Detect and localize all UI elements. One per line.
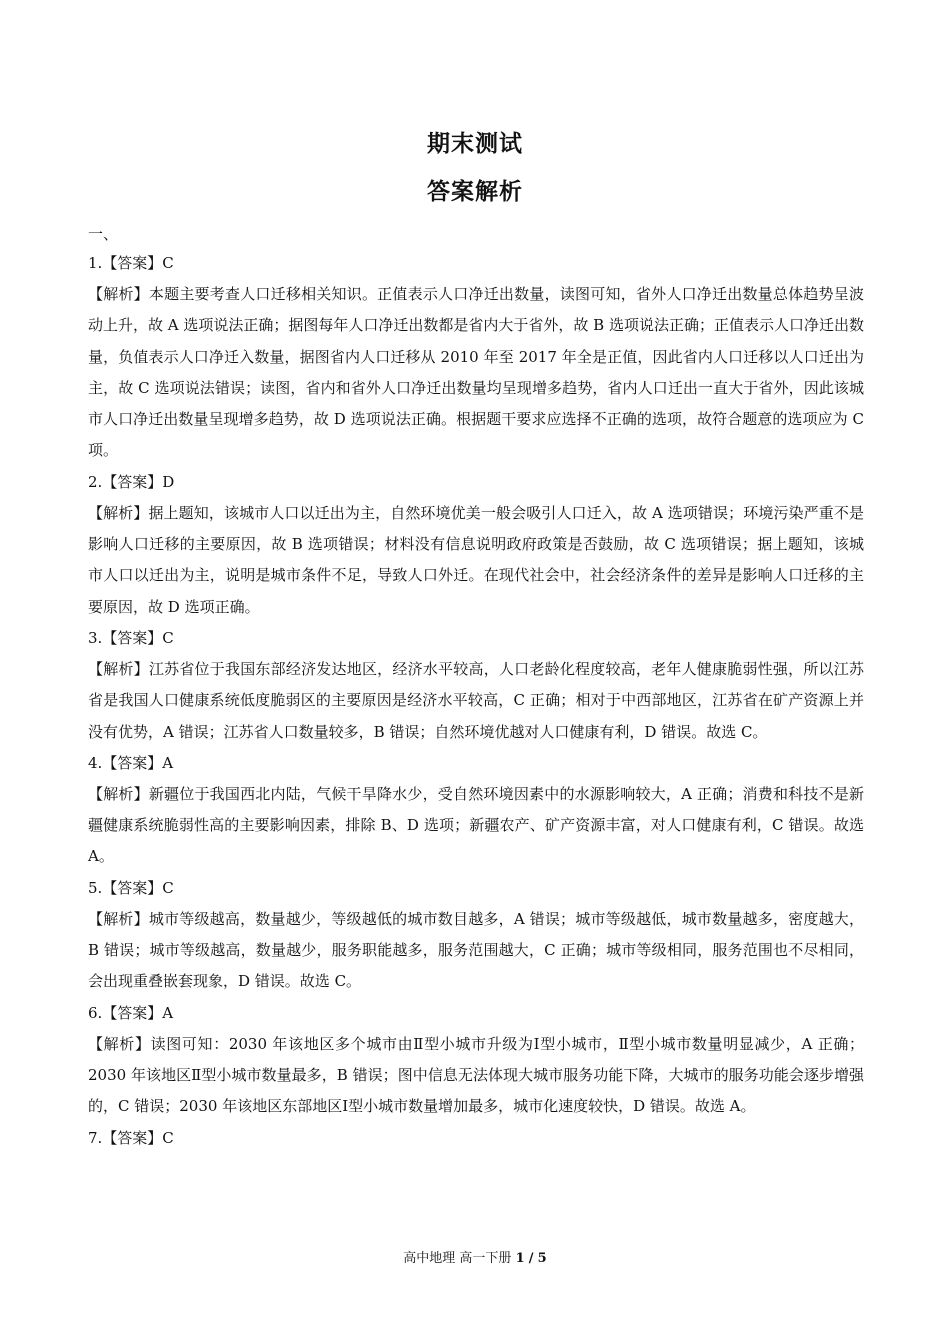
explanation-paragraph: 【解析】江苏省位于我国东部经济发达地区，经济水平较高，人口老龄化程度较高，老年人健康脆弱性强，所以江苏省是我国人口健康系统低度脆弱区的主要原因是经济水平较高，C 正确；相对于中西部地区，江苏省在矿产资源上并没有优势，A 错误；江苏省人口数量较多，B 错误；自然环境优越对人口健康有利，D 错误。故选 C。 <box>88 659 864 741</box>
explanation-paragraph: 【解析】本题主要考查人口迁移相关知识。正值表示人口净迁出数量，读图可知，省外人口净迁出数量总体趋势呈波动上升，故 A 选项说法正确；据图每年人口净迁出数都是省内大于省外，故 B 选项说法正确；正值表示人口净迁出数量，负值表示人口净迁入数量，据图省内人口迁移从 2010 年至 2017 年全是正值，因此省内人口迁移以人口迁出为主，故 C 选项说法错误；读图，省内和省外人口净迁出数量均呈现增多趋势，省内人口迁出一直大于省外，因此该城市人口净迁出数量呈现增多趋势，故 D 选项说法正确。根据题干要求应选择不正确的选项，故符合题意的选项应为 C 项。 <box>88 285 864 460</box>
answer-line: 2.【答案】D <box>88 472 175 491</box>
explanation-paragraph: 【解析】新疆位于我国西北内陆，气候干旱降水少，受自然环境因素中的水源影响较大，A 正确；消费和科技不是新疆健康系统脆弱性高的主要影响因素，排除 B、D 选项；新疆农产、矿产资源丰富，对人口健康有利，C 错误。故选 A。 <box>88 784 864 866</box>
question-item-3 <box>88 623 864 748</box>
footer-page-total: 5 <box>537 1251 547 1266</box>
question-item-7 <box>88 1123 864 1154</box>
page-title: 期末测试 <box>427 131 523 157</box>
answer-content <box>88 220 864 1154</box>
answer-line: 6.【答案】A <box>88 1003 174 1022</box>
footer-separator: / <box>528 1251 534 1266</box>
question-item-4 <box>88 748 864 873</box>
question-item-5 <box>88 873 864 998</box>
answer-line: 4.【答案】A <box>88 753 174 772</box>
question-item-1 <box>88 248 864 467</box>
explanation-paragraph: 【解析】据上题知，该城市人口以迁出为主，自然环境优美一般会吸引人口迁入，故 A 选项错误；环境污染严重不是影响人口迁移的主要原因，故 B 选项错误；材料没有信息说明政府政策是否鼓励，故 C 选项错误；据上题知，该城市人口以迁出为主，说明是城市条件不足，导致人口外迁。在现代社会中，社会经济条件的差异是影响人口迁移的主要原因，故 D 选项正确。 <box>88 503 864 616</box>
answer-line: 1.【答案】C <box>88 254 174 272</box>
question-item-2 <box>88 467 864 623</box>
explanation-paragraph: 【解析】城市等级越高，数量越少，等级越低的城市数目越多，A 错误；城市等级越低，城市数量越多，密度越大，B 错误；城市等级越高，数量越少，服务职能越多，服务范围越大，C 正确；城市等级相同，服务范围也不尽相同，会出现重叠嵌套现象，D 错误。故选 C。 <box>88 909 864 991</box>
question-item-6 <box>88 998 864 1123</box>
explanation-paragraph: 【解析】读图可知：2030 年该地区多个城市由Ⅱ型小城市升级为Ⅰ型小城市，Ⅱ型小城市数量明显减少，A 正确；2030 年该地区Ⅱ型小城市数量最多，B 错误；图中信息无法体现大城市服务功能下降，大城市的服务功能会逐步增强的，C 错误；2030 年该地区东部地区Ⅰ型小城市数量增加最多，城市化速度较快，D 错误。故选 A。 <box>88 1034 864 1116</box>
section-heading: 一、 <box>88 225 119 243</box>
page-footer <box>0 1247 950 1266</box>
page-subtitle: 答案解析 <box>427 179 523 205</box>
answer-line: 3.【答案】C <box>88 628 174 647</box>
answer-line: 5.【答案】C <box>88 878 174 897</box>
footer-subject: 高中地理 高一下册 <box>403 1251 512 1266</box>
footer-page-number: 1 <box>515 1251 525 1266</box>
answer-line: 7.【答案】C <box>88 1128 174 1147</box>
